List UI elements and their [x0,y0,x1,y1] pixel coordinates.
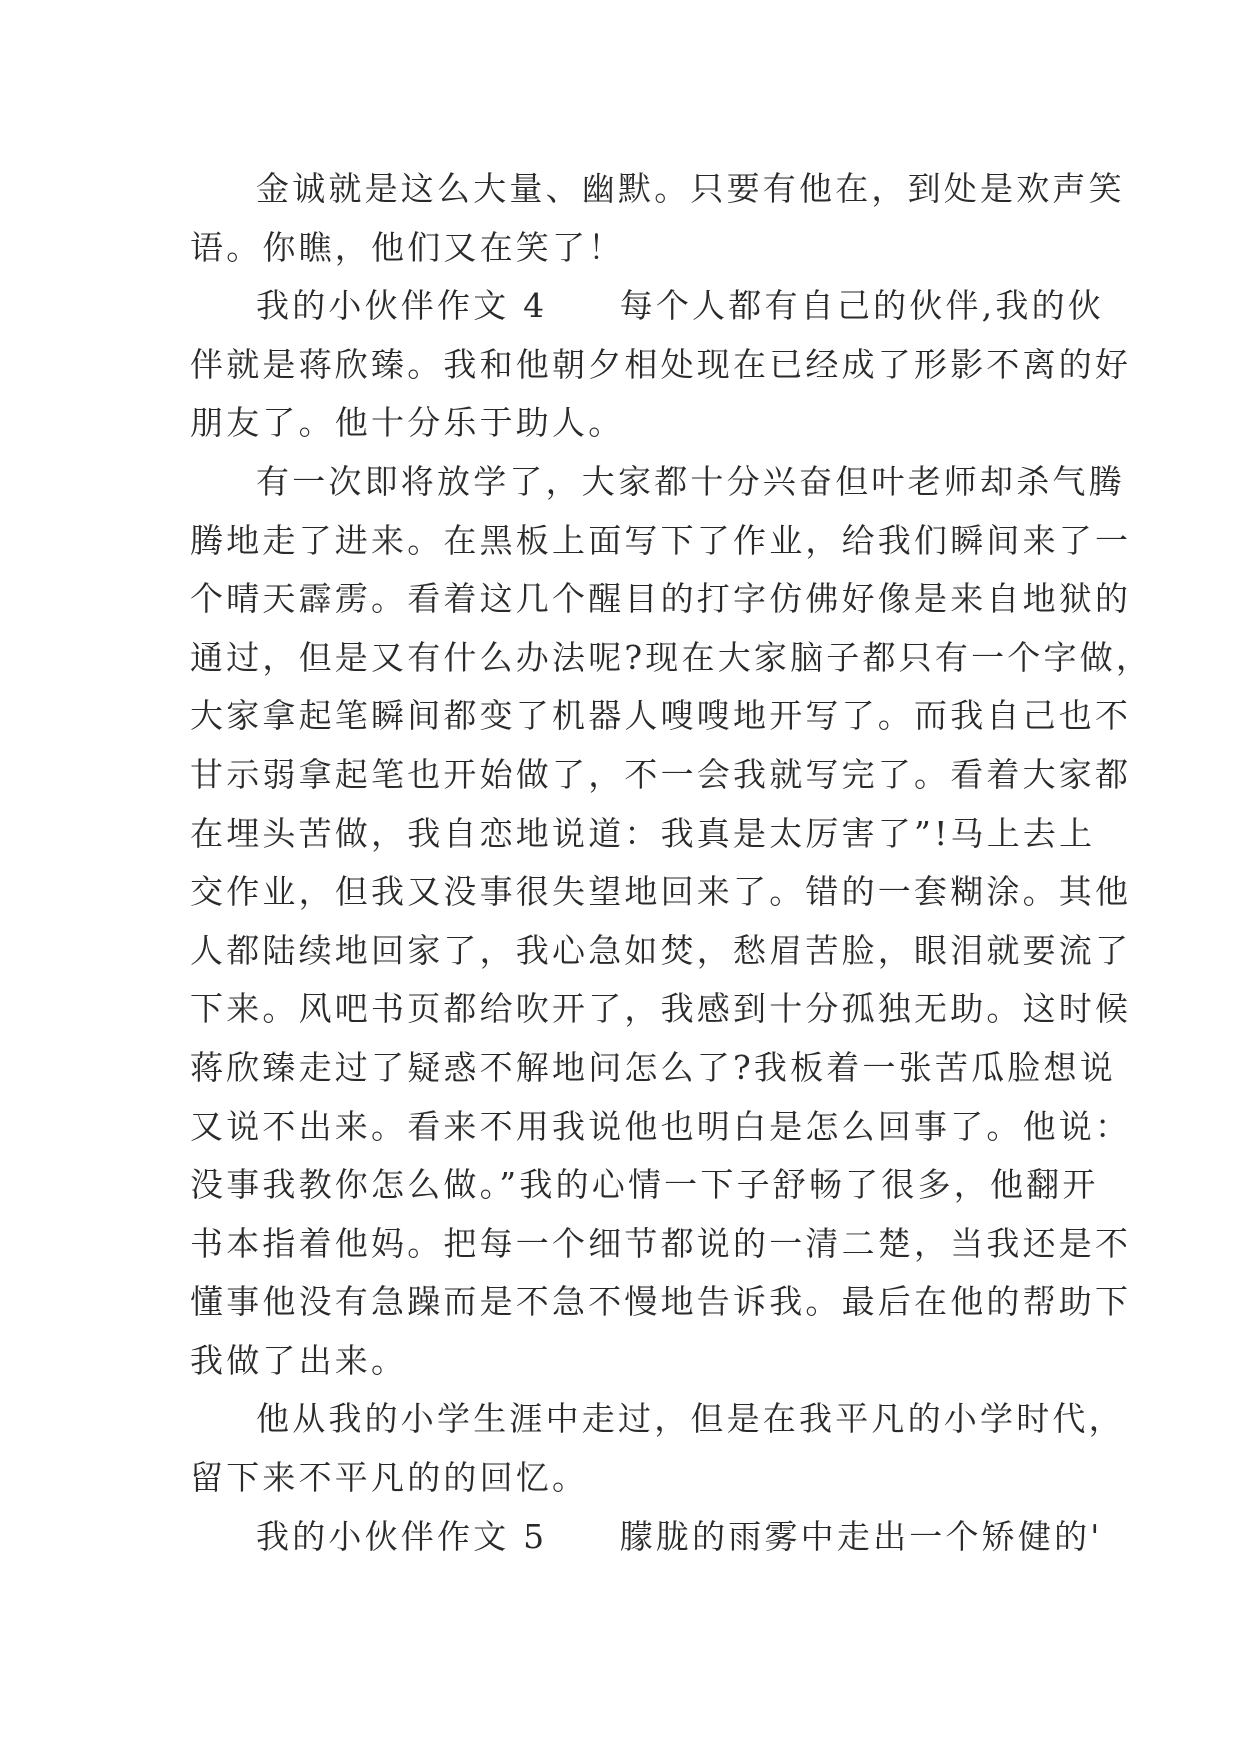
text-line: 没事我教你怎么做。”我的心情一下子舒畅了很多，他翻开 [190,1165,1099,1205]
paragraph-5 [190,1508,1103,1567]
text-line: 留下来不平凡的的回忆。 [190,1458,589,1498]
text-line: 甘示弱拿起笔也开始做了，不一会我就写完了。看着大家都 [190,754,1132,794]
text-line: 伴就是蒋欣臻。我和他朝夕相处现在已经成了形影不离的好 [190,344,1132,384]
text-line: 金诚就是这么大量、幽默。只要有他在，到处是欢声笑 [256,169,1125,208]
paragraph-4 [190,1390,1125,1507]
essay-heading-line: 我的小伙伴作文 5 朦胧的雨雾中走出一个矫健的' [256,1516,1103,1556]
text-line: 通过，但是又有什么办法呢?现在大家脑子都只有一个字做， [190,637,1153,677]
text-line: 朋友了。他十分乐于助人。 [190,403,625,443]
text-line: 又说不出来。看来不用我说他也明白是怎么回事了。他说： [190,1106,1132,1146]
text-line: 个晴天霹雳。看着这几个醒目的打字仿佛好像是来自地狱的 [190,579,1132,619]
text-line: 交作业，但我又没事很失望地回来了。错的一套糊涂。其他 [190,872,1132,912]
essay-heading-line: 我的小伙伴作文 4 每个人都有自己的伙伴,我的伙 [256,286,1104,326]
document-body [190,160,1153,1566]
text-line: 腾地走了进来。在黑板上面写下了作业，给我们瞬间来了一 [190,520,1132,560]
paragraph-1 [190,160,1125,277]
text-line: 蒋欣臻走过了疑惑不解地问怎么了?我板着一张苦瓜脸想说 [190,1047,1116,1087]
text-line: 下来。风吧书页都给吹开了，我感到十分孤独无助。这时候 [190,989,1132,1029]
text-line: 在埋头苦做，我自恋地说道：我真是太厉害了”!马上去上 [190,813,1096,853]
text-line: 有一次即将放学了，大家都十分兴奋但叶老师却杀气腾 [256,461,1125,501]
text-line: 懂事他没有急躁而是不急不慢地告诉我。最后在他的帮助下 [190,1282,1132,1322]
text-line: 语。你瞧，他们又在笑了！ [190,227,625,267]
text-line: 书本指着他妈。把每一个细节都说的一清二楚，当我还是不 [190,1223,1132,1263]
text-line: 他从我的小学生涯中走过，但是在我平凡的小学时代， [256,1399,1125,1439]
text-line: 我做了出来。 [190,1340,408,1380]
text-line: 人都陆续地回家了，我心急如焚，愁眉苦脸，眼泪就要流了 [190,930,1132,970]
text-line: 大家拿起笔瞬间都变了机器人嗖嗖地开写了。而我自己也不 [190,696,1132,736]
paragraph-2 [190,277,1132,453]
paragraph-3 [190,453,1153,1391]
